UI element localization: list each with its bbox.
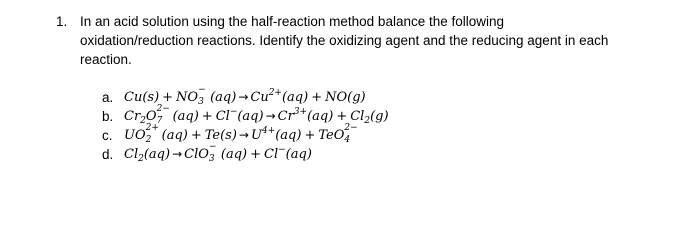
item-letter: c. (102, 128, 113, 143)
superscript: 4+ (261, 126, 276, 136)
species: Cl (215, 109, 230, 124)
species: O (145, 109, 157, 124)
superscript: − (229, 107, 238, 117)
superscript: 2+ (268, 88, 282, 98)
state: (aq) (210, 90, 237, 105)
item-letter: d. (102, 147, 114, 162)
species: Te(s) (204, 128, 237, 143)
state: (aq) (237, 109, 264, 124)
state: (aq) (281, 90, 309, 105)
state: (aq) (285, 147, 312, 162)
plus-sign: + (304, 128, 316, 143)
reaction-arrow: → (238, 90, 249, 104)
plus-sign: + (311, 90, 323, 105)
subscript: 2 (364, 116, 371, 126)
superscript: 2− (344, 123, 358, 133)
superscript: 2− (156, 104, 170, 114)
state: (aq) (275, 128, 302, 143)
reaction-arrow: → (238, 128, 249, 142)
reaction-arrow: → (265, 109, 276, 123)
plus-sign: + (201, 109, 213, 124)
species: Cl (124, 147, 139, 162)
subscript: 3 (208, 154, 215, 164)
species: Cr (124, 109, 141, 124)
species: Cu (250, 90, 269, 105)
species: TeO (318, 128, 345, 143)
species: NO (176, 90, 199, 105)
item-letter: b. (102, 109, 114, 124)
reaction-equation (124, 123, 360, 145)
species: Cl (350, 109, 365, 124)
question-number: 1. (56, 14, 68, 29)
subscript: 2 (140, 116, 146, 126)
state: (aq) (172, 109, 199, 124)
state: (aq) (307, 109, 334, 124)
question-prompt-line-2: oxidation/reduction reactions. Identify the oxidizing agent and the reducing agent in each (80, 33, 609, 48)
species: NO(g) (325, 90, 366, 105)
species: Cr (277, 109, 294, 124)
reaction-arrow: → (172, 147, 183, 161)
species: U (250, 128, 262, 143)
superscript: − (278, 145, 286, 155)
charge-stack (344, 123, 360, 145)
reaction-equation (124, 142, 312, 164)
question-prompt-line-1: In an acid solution using the half-reaction method balance the following (80, 14, 505, 29)
subscript: 7 (156, 116, 163, 126)
subscript: 4 (344, 135, 351, 145)
superscript: − (208, 142, 217, 152)
question-prompt-line-3: reaction. (80, 52, 132, 67)
charge-stack (208, 142, 221, 164)
species: ClO (184, 147, 209, 162)
state: (aq) (143, 147, 171, 162)
item-letter: a. (102, 90, 114, 105)
state: (aq) (220, 147, 248, 162)
charge-stack (145, 123, 162, 145)
charge-stack (198, 85, 210, 107)
species: UO (124, 128, 146, 143)
plus-sign: + (190, 128, 202, 143)
superscript: 2+ (145, 123, 159, 133)
subscript: 2 (145, 135, 152, 145)
subscript: 3 (198, 97, 204, 107)
plus-sign: + (336, 109, 348, 124)
state: (aq) (161, 128, 188, 143)
plus-sign: + (250, 147, 262, 162)
state: (g) (370, 109, 389, 124)
subscript: 2 (138, 154, 144, 164)
plus-sign: + (162, 90, 174, 105)
superscript: 3+ (293, 107, 308, 117)
superscript: − (198, 85, 206, 95)
species: Cu(s) (124, 90, 160, 105)
species: Cl (264, 147, 279, 162)
